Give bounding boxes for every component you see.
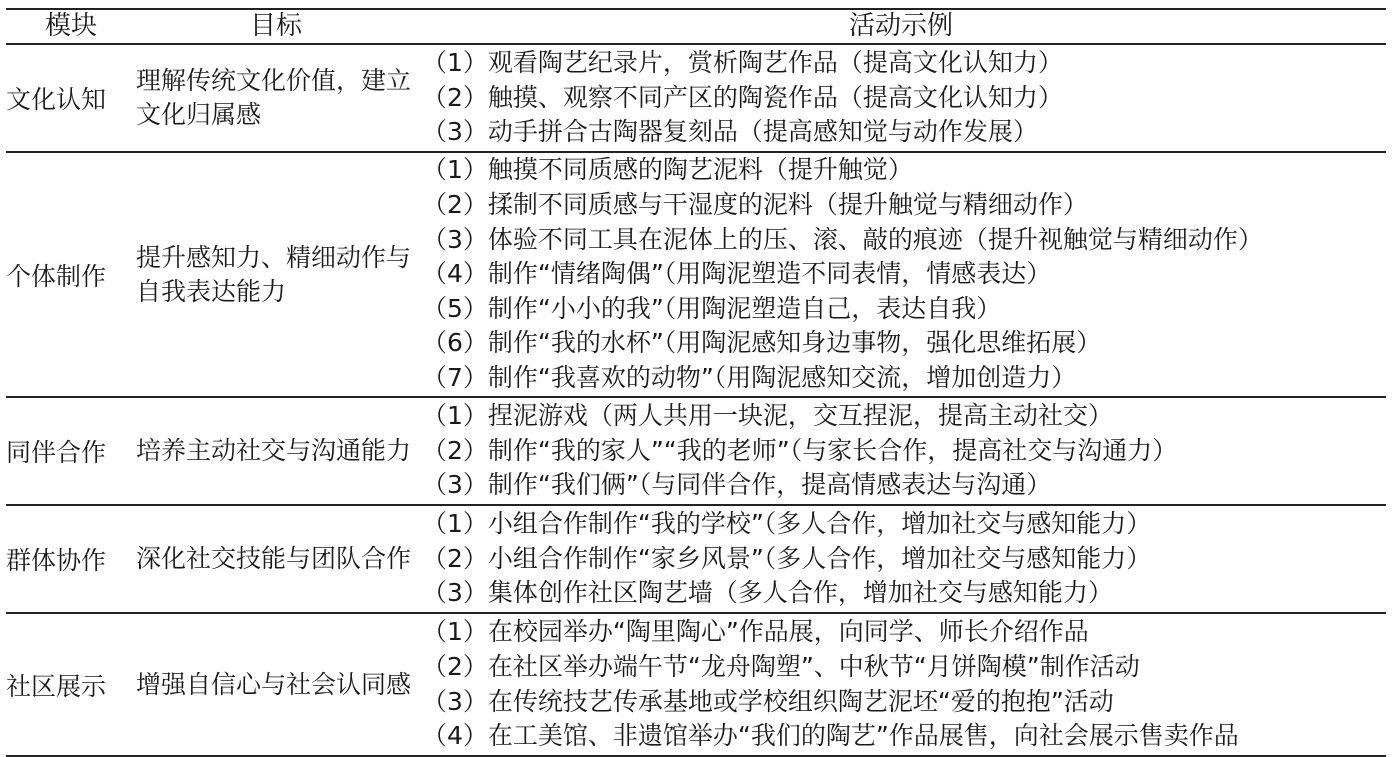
goal-cell: 增强自信心与社会认同感 [136,613,416,756]
activity-item: （4）制作“情绪陶偶”（用陶泥塑造不同表情，情感表达） [422,259,1052,289]
module-cell: 个体制作 [6,152,136,397]
activity-item: （1）小组合作制作“我的学校”（多人合作，增加社交与感知能力） [422,509,1152,539]
activity-list [416,615,1386,753]
activities-cell [416,505,1386,613]
curriculum-table [6,8,1386,757]
activity-item: （1）捏泥游戏（两人共用一块泥，交互捏泥，提高主动社交） [422,401,1113,431]
activities-cell [416,152,1386,397]
table-header [6,9,1386,44]
header-module: 模块 [6,9,136,44]
activity-item: （5）制作“小小的我”（用陶泥塑造自己，表达自我） [422,293,1002,323]
activity-item: （7）制作“我喜欢的动物”（用陶泥感知交流，增加创造力） [422,362,1077,392]
activity-item: （3）体验不同工具在泥体上的压、滚、敲的痕迹（提升视触觉与精细动作） [422,224,1263,254]
activity-list [416,153,1386,395]
activity-item: （2）小组合作制作“家乡风景”（多人合作，增加社交与感知能力） [422,543,1152,573]
activities-cell [416,613,1386,756]
table-row [6,152,1386,397]
header-goal: 目标 [136,9,416,44]
table-row [6,613,1386,756]
header-row [6,9,1386,44]
activity-item: （1）触摸不同质感的陶艺泥料（提升触觉） [422,155,913,185]
activity-item: （1）观看陶艺纪录片，赏析陶艺作品（提高文化认知力） [422,48,1063,78]
activity-item: （2）揉制不同质感与干湿度的泥料（提升触觉与精细动作） [422,190,1088,220]
goal-cell: 深化社交技能与团队合作 [136,505,416,613]
module-cell: 文化认知 [6,44,136,152]
activity-item: （2）触摸、观察不同产区的陶瓷作品（提高文化认知力） [422,82,1063,112]
table-row [6,397,1386,505]
activities-cell [416,397,1386,505]
activity-item: （3）制作“我们俩”（与同伴合作，提高情感表达与沟通） [422,470,1052,500]
activity-item: （1）在校园举办“陶里陶心”作品展，向同学、师长介绍作品 [422,617,1089,647]
activity-item: （3）动手拼合古陶器复刻品（提高感知觉与动作发展） [422,117,1038,147]
goal-cell: 理解传统文化价值，建立文化归属感 [136,44,416,152]
module-cell: 社区展示 [6,613,136,756]
activities-cell [416,44,1386,152]
header-activities: 活动示例 [416,9,1386,44]
table-row [6,44,1386,152]
activity-item: （4）在工美馆、非遗馆举办“我们的陶艺”作品展售，向社会展示售卖作品 [422,721,1239,751]
activity-list [416,46,1386,150]
module-cell: 群体协作 [6,505,136,613]
activity-item: （3）集体创作社区陶艺墙（多人合作，增加社交与感知能力） [422,578,1113,608]
activity-list [416,507,1386,611]
activity-item: （2）制作“我的家人”“我的老师”（与家长合作，提高社交与沟通力） [422,435,1178,465]
table-body [6,44,1386,756]
activity-item: （3）在传统技艺传承基地或学校组织陶艺泥坯“爱的抱抱”活动 [422,686,1114,716]
activity-list [416,399,1386,503]
activity-item: （2）在社区举办端午节“龙舟陶塑”、中秋节“月饼陶模”制作活动 [422,651,1140,681]
goal-cell: 提升感知力、精细动作与自我表达能力 [136,152,416,397]
goal-cell: 培养主动社交与沟通能力 [136,397,416,505]
table-row [6,505,1386,613]
activity-item: （6）制作“我的水杯”（用陶泥感知身边事物，强化思维拓展） [422,328,1102,358]
module-cell: 同伴合作 [6,397,136,505]
